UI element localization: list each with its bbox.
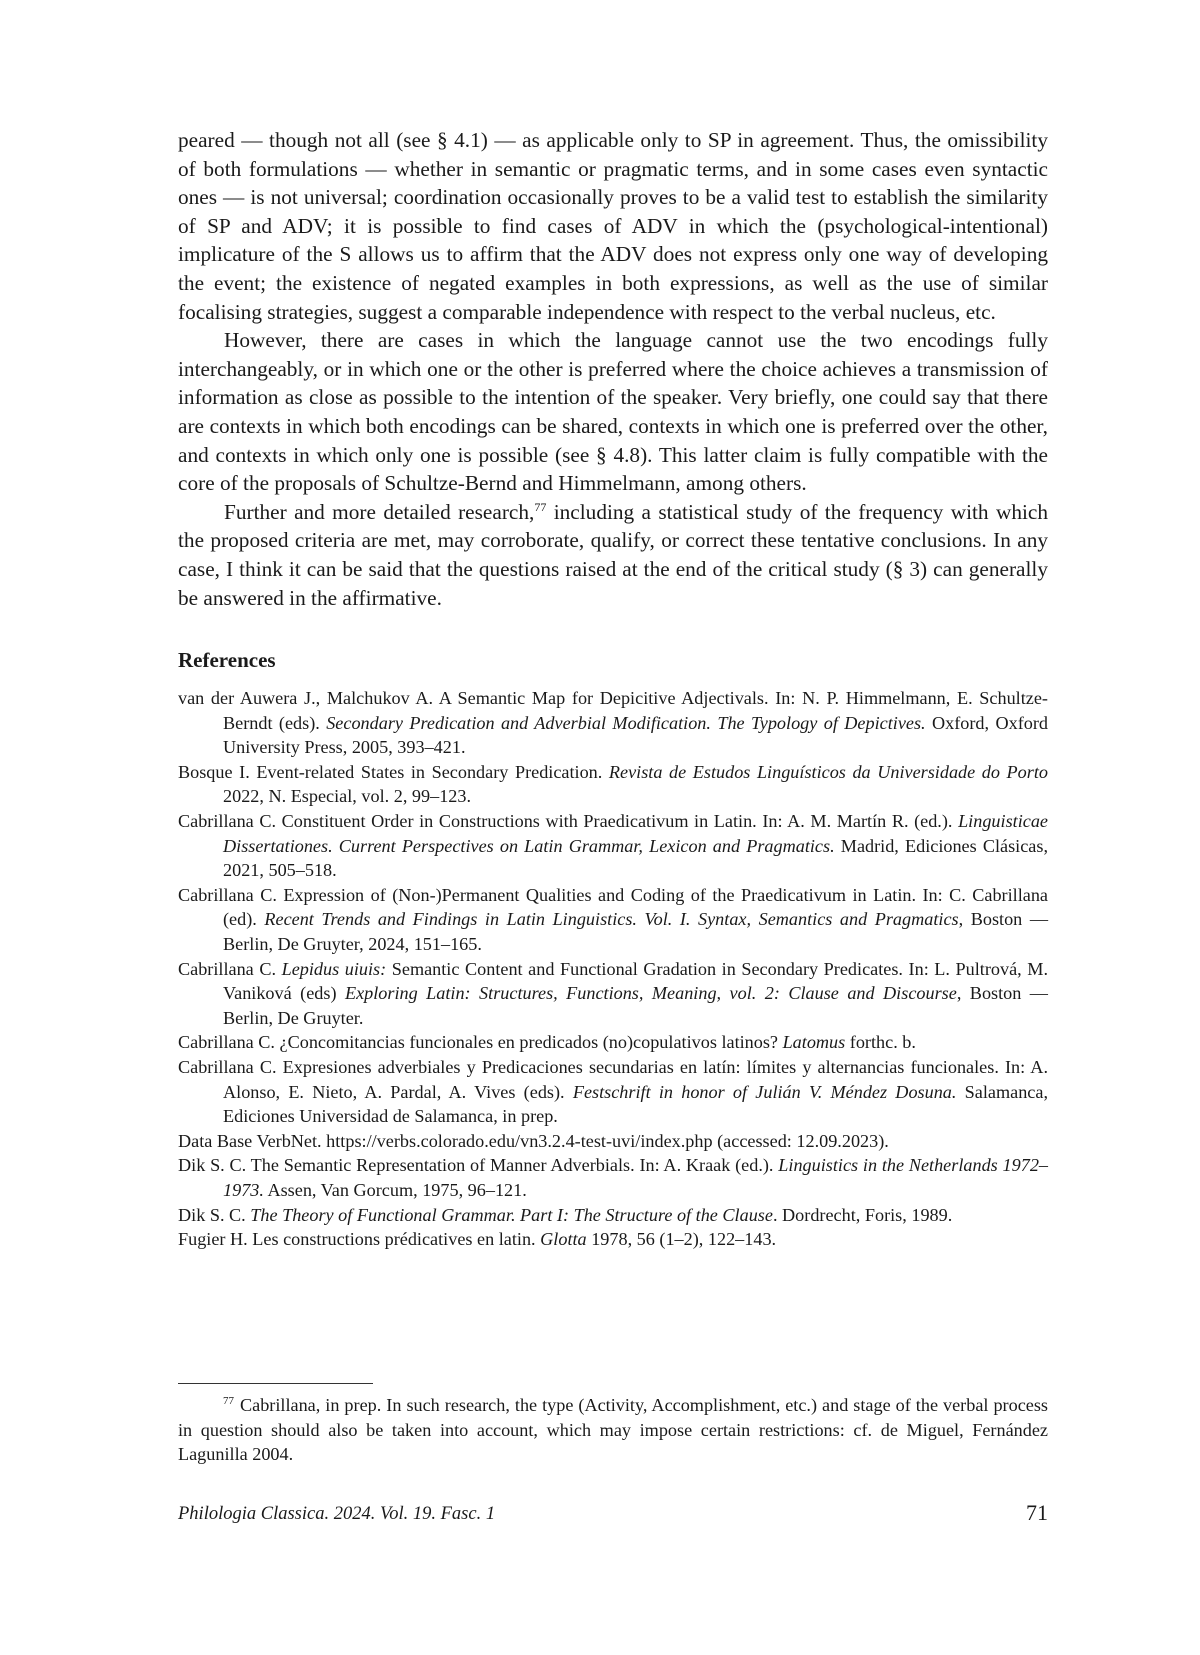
reference-entry	[178, 1227, 1048, 1252]
reference-text: Fugier H. Les constructions prédicatives en latin.	[178, 1229, 541, 1250]
reference-text: Cabrillana C. ¿Concomitancias funcionales en predicados (no)copulativos latinos?	[178, 1032, 783, 1053]
reference-text: . Dordrecht, Foris, 1989.	[772, 1204, 953, 1225]
reference-text: , Boston — Berlin, De Gruyter, 2024, 151–165.	[223, 909, 1049, 955]
reference-entry	[178, 809, 1048, 883]
reference-entry	[178, 1030, 1048, 1055]
page-content	[178, 126, 1048, 1252]
reference-text: Madrid, Ediciones Clásicas, 2021, 505–518.	[223, 835, 1048, 881]
page-number: 71	[1026, 1500, 1048, 1525]
reference-text: Oxford, Oxford University Press, 2005, 393–421.	[223, 712, 1048, 758]
reference-entry	[178, 686, 1048, 760]
footnote-reference[interactable]: 77	[534, 499, 547, 514]
reference-text: Bosque I. Event-related States in Secondary Predication.	[178, 761, 609, 782]
reference-entry	[178, 1055, 1048, 1129]
reference-title: Linguistics in the Netherlands 1972–1973.	[223, 1155, 1049, 1200]
reference-text: van der Auwera J., Malchukov A. A Semantic Map for Depicitive Adjectivals. In: N. P. Himmelmann, E. Schultze-Berndt (eds).	[178, 688, 1048, 733]
reference-title: Glotta	[540, 1229, 587, 1250]
footnote	[178, 1393, 1048, 1467]
reference-text: , Boston — Berlin, De Gruyter.	[223, 983, 1048, 1028]
body-text	[178, 126, 1048, 612]
references-list	[178, 686, 1048, 1252]
reference-text: Assen, Van Gorcum, 1975, 96–121.	[263, 1179, 527, 1200]
reference-title: Recent Trends and Findings in Latin Linguistics. Vol. I. Syntax, Semantics and Pragmatics	[264, 909, 959, 930]
reference-title: Secondary Predication and Adverbial Modification. The Typology of Depictives.	[326, 712, 926, 733]
reference-entry	[178, 1203, 1048, 1228]
reference-text: Cabrillana C. Expresiones adverbiales y Predicaciones secundarias en latín: límites y alternancias funcionales. In: A. Alonso, E. Nieto, A. Pardal, A. Vives (eds).	[178, 1057, 1048, 1102]
footnote-text: Cabrillana, in prep. In such research, the type (Activity, Accomplishment, etc.) and stage of the verbal process in question should also be taken into account, which may impose certain restrictions: cf. de Miguel, Fernández Lagunilla 2004.	[178, 1395, 1048, 1465]
reference-entry	[178, 1153, 1048, 1202]
reference-title: Lepidus uiuis:	[281, 958, 387, 979]
reference-entry	[178, 957, 1048, 1031]
reference-text: Semantic Content and Functional Gradation in Secondary Predicates. In: L. Pultrová, M. Vaniková (eds)	[223, 958, 1049, 1004]
journal-citation: Philologia Classica. 2024. Vol. 19. Fasc. 1	[178, 1504, 496, 1524]
reference-text: 2022, N. Especial, vol. 2, 99–123.	[223, 786, 472, 807]
reference-text: forthc. b.	[845, 1032, 916, 1053]
reference-title: Latomus	[782, 1032, 846, 1053]
reference-title: Exploring Latin: Structures, Functions, Meaning, vol. 2: Clause and Discourse	[344, 983, 957, 1004]
footnote-number: 77	[223, 1394, 234, 1407]
references-heading: References	[178, 648, 276, 673]
paragraph-2: However, there are cases in which the language cannot use the two encodings fully interchangeably, or in which one or the other is preferred where the choice achieves a transmission of information as close as possible to the intention of the speaker. Very briefly, one could say that there are contexts in which both encodings can be shared, contexts in which one is preferred over the other, and contexts in which only one is possible (see § 4.8). This latter claim is fully compatible with the core of the proposals of Schultze-Bernd and Himmelmann, among others.	[178, 328, 1048, 496]
reference-entry	[178, 760, 1048, 809]
reference-text[interactable]: Data Base VerbNet. https://verbs.colorado.edu/vn3.2.4-test-uvi/index.php (accessed: 12.09.2023).	[178, 1130, 889, 1151]
reference-text: Cabrillana C.	[178, 958, 282, 979]
paragraph-1: peared — though not all (see § 4.1) — as applicable only to SP in agreement. Thus, the omissibility of both formulations — whether in semantic or pragmatic terms, and in some cases even syntactic ones — is not universal; coordination occasionally proves to be a valid test to establish the similarity of SP and ADV; it is possible to find cases of ADV in which the (psychological-intentional) implicature of the S allows us to affirm that the ADV does not express only one way of developing the event; the existence of negated examples in both expressions, as well as the use of similar focalising strategies, suggest a comparable independence with respect to the verbal nucleus, etc.	[178, 128, 1048, 324]
footnote-divider	[178, 1383, 373, 1384]
reference-text: 1978, 56 (1–2), 122–143.	[586, 1229, 777, 1250]
reference-text: Dik S. C.	[178, 1204, 251, 1225]
paragraph-3-start: Further and more detailed research,	[224, 499, 535, 524]
reference-title: Revista de Estudos Linguísticos da Universidade do Porto	[608, 761, 1048, 782]
paragraph-3-rest: including a statistical study of the frequency with which the proposed criteria are met, may corroborate, qualify, or correct these tentative conclusions. In any case, I think it can be said that the questions raised at the end of the critical study (§ 3) can generally be answered in the affirmative.	[178, 499, 1048, 610]
reference-text: Dik S. C. The Semantic Representation of Manner Adverbials. In: A. Kraak (ed.).	[178, 1155, 779, 1176]
reference-title: Linguisticae Dissertationes. Current Perspectives on Latin Grammar, Lexicon and Pragmatics.	[223, 811, 1048, 856]
reference-text: Salamanca, Ediciones Universidad de Salamanca, in prep.	[223, 1081, 1049, 1127]
reference-text: Cabrillana C. Expression of (Non-)Permanent Qualities and Coding of the Praedicativum in Latin. In: C. Cabrillana (ed).	[178, 884, 1048, 930]
reference-entry	[178, 883, 1048, 957]
reference-text: Cabrillana C. Constituent Order in Constructions with Praedicativum in Latin. In: A. M. Martín R. (ed.).	[178, 811, 959, 832]
paragraph-3	[178, 498, 1048, 612]
reference-title: The Theory of Functional Grammar. Part I: The Structure of the Clause	[250, 1204, 773, 1225]
running-footer	[178, 1500, 1048, 1530]
reference-entry	[178, 1129, 1048, 1154]
reference-title: Festschrift in honor of Julián V. Méndez Dosuna.	[572, 1081, 957, 1102]
